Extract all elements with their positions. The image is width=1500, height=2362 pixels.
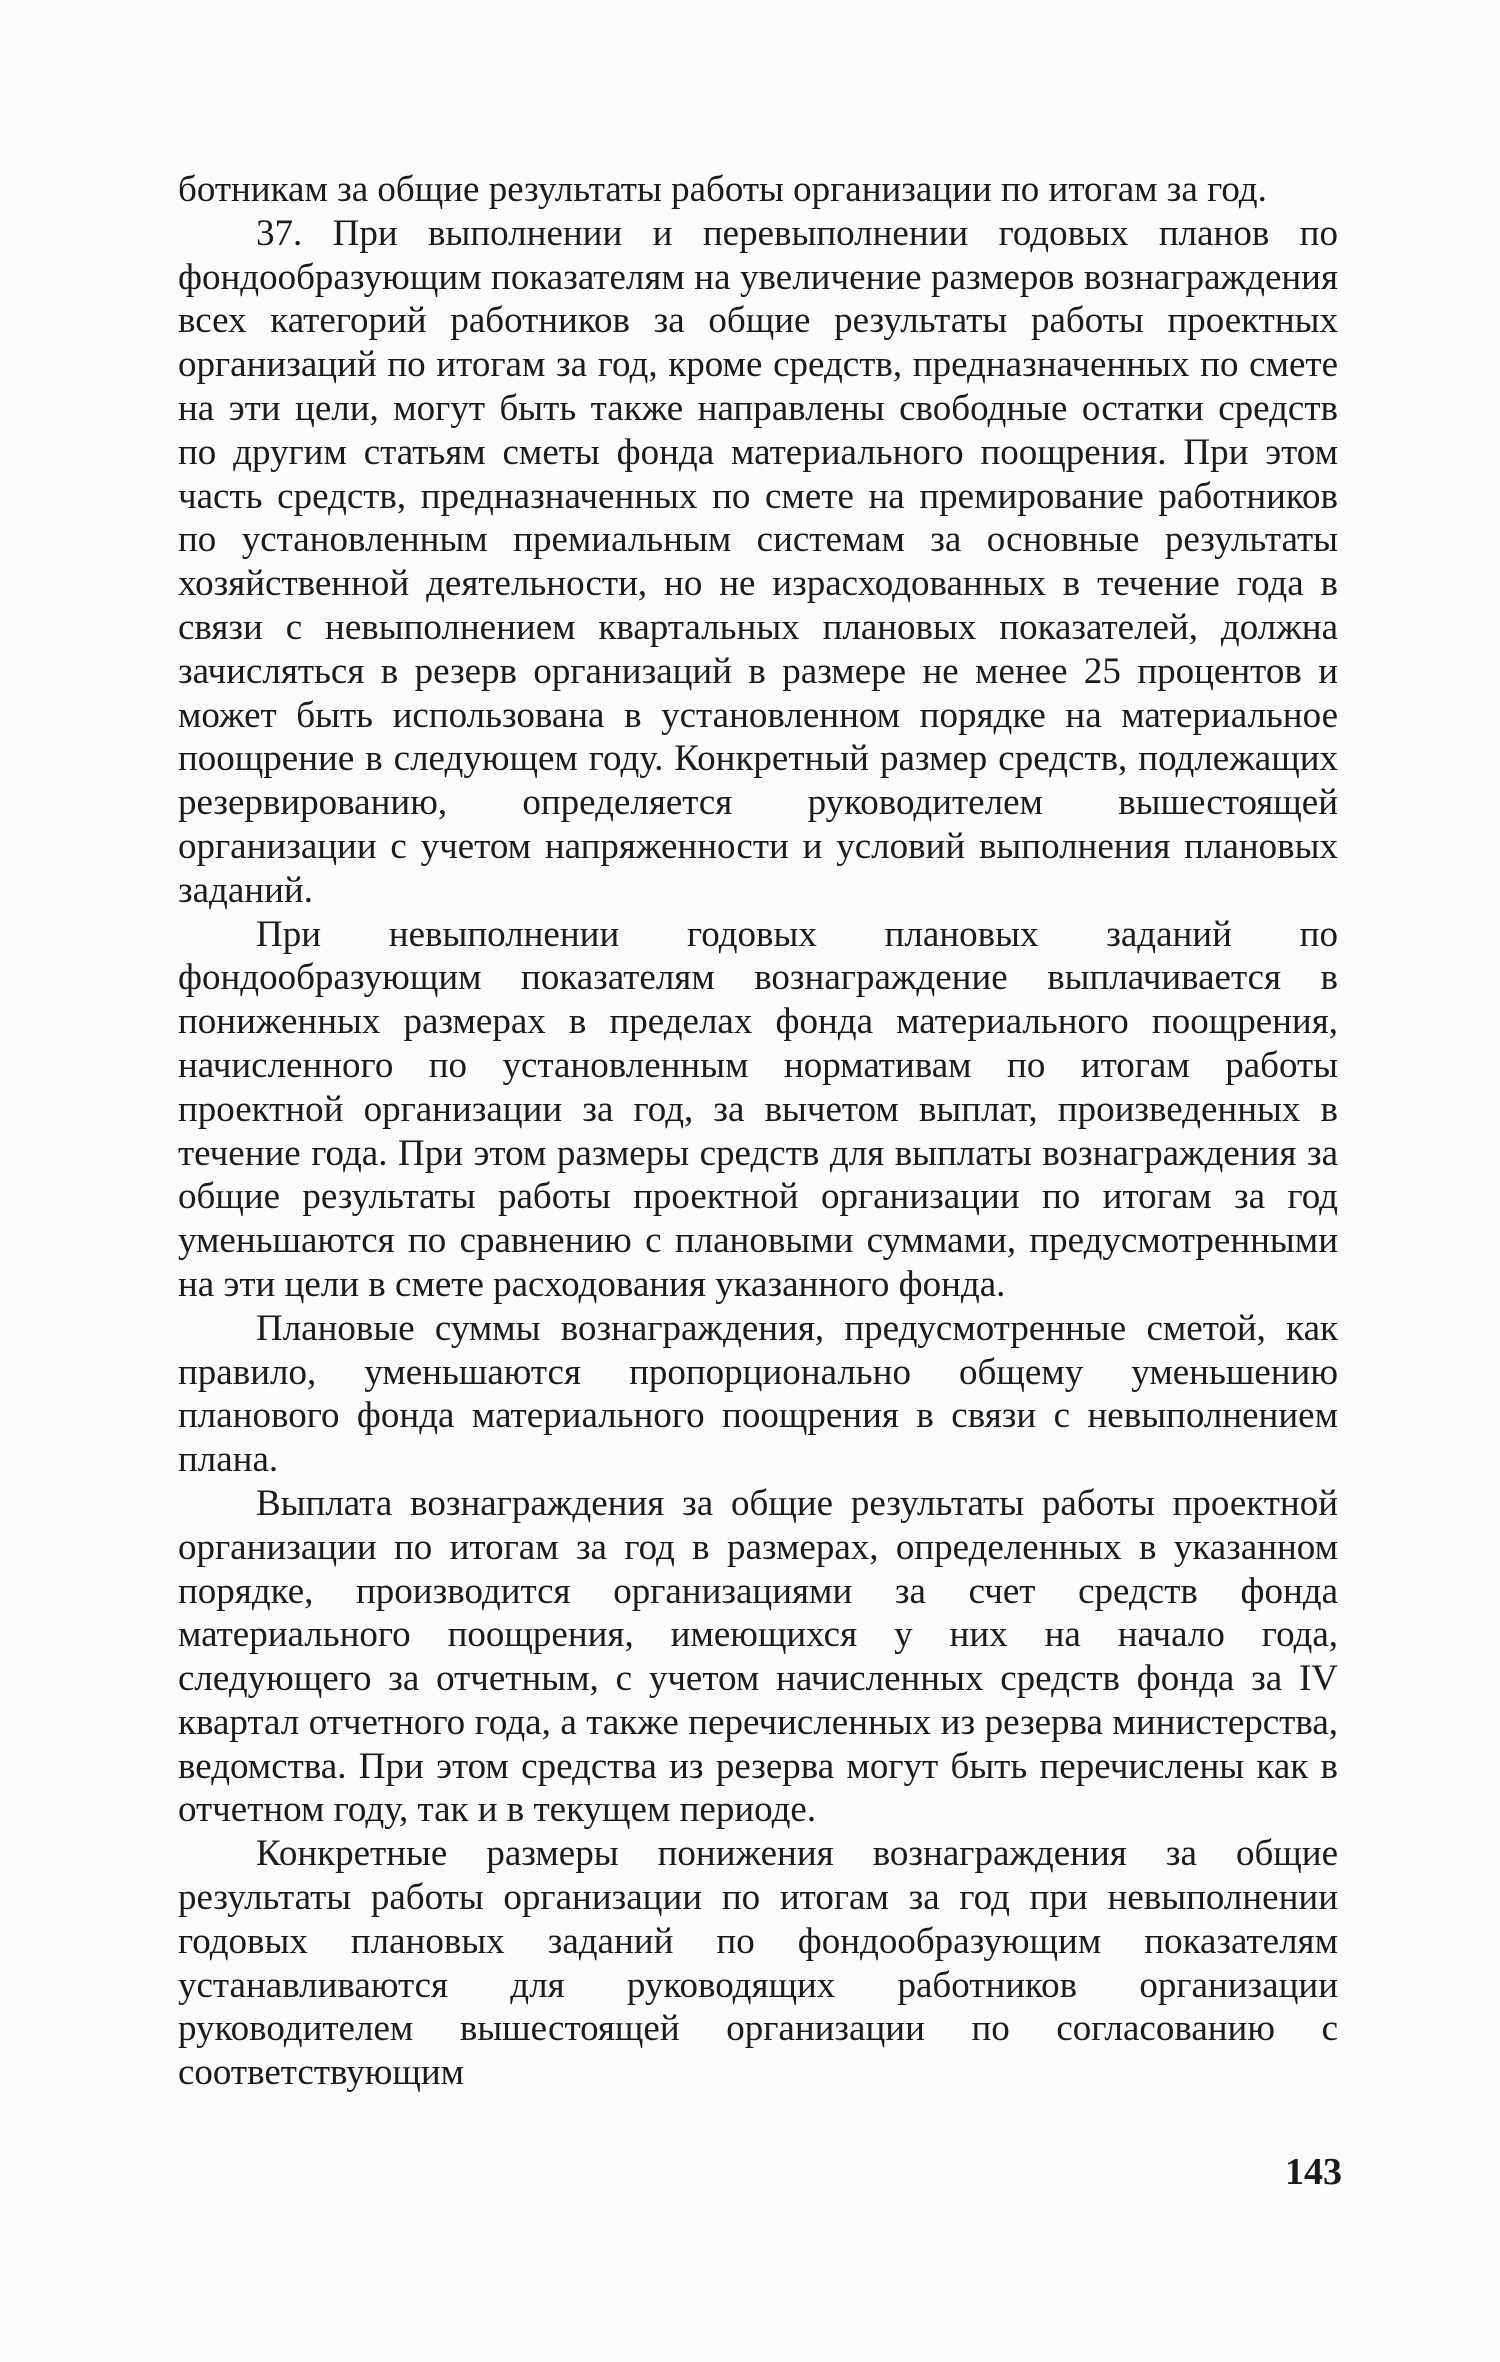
paragraph-specific-amounts: Конкретные размеры понижения вознаграждения за общие результаты работы организации по итогам за год при невыполнении годовых плановых заданий по фондообразующим показателям устанавливаются для руководящих работников организации руководителем вышестоящей организации по согласованию с соответствующим bbox=[178, 1833, 1338, 2094]
page-number: 143 bbox=[1285, 2151, 1342, 2193]
body-text bbox=[178, 168, 1338, 2095]
paragraph-planned-sums: Плановые суммы вознаграждения, предусмотренные сметой, как правило, уменьшаются пропорционально общему уменьшению планового фонда материального поощрения в связи с невыполнением плана. bbox=[178, 1307, 1338, 1481]
paragraph-37: 37. При выполнении и перевыполнении годовых планов по фондообразующим показателям на увеличение размеров вознаграждения всех категорий работников за общие результаты работы проектных организаций по итогам за год, кроме средств, предназначенных по смете на эти цели, могут быть также направлены свободные остатки средств по другим статьям сметы фонда материального поощрения. При этом часть средств, предназначенных по смете на премирование работников по установленным премиальным системам за основные результаты хозяйственной деятельности, но не израсходованных в течение года в связи с невыполнением квартальных плановых показателей, должна зачисляться в резерв организаций в размере не менее 25 процентов и может быть использована в установленном порядке на материальное поощрение в следующем году. Конкретный размер средств, подлежащих резервированию, определяется руководителем вышестоящей организации с учетом напряженности и условий выполнения плановых заданий. bbox=[178, 212, 1338, 911]
paragraph-continuation: ботникам за общие результаты работы организации по итогам за год. bbox=[178, 169, 1267, 210]
paragraph-non-fulfillment: При невыполнении годовых плановых заданий по фондообразующим показателям вознаграждение выплачивается в пониженных размерах в пределах фонда материального поощрения, начисленного по установленным нормативам по итогам работы проектной организации за год, за вычетом выплат, произведенных в течение года. При этом размеры средств для выплаты вознаграждения за общие результаты работы проектной организации по итогам за год уменьшаются по сравнению с плановыми суммами, предусмотренными на эти цели в смете расходования указанного фонда. bbox=[178, 913, 1338, 1305]
paragraph-payment: Выплата вознаграждения за общие результаты работы проектной организации по итогам за год в размерах, определенных в указанном порядке, производится организациями за счет средств фонда материального поощрения, имеющихся у них на начало года, следующего за отчетным, с учетом начисленных средств фонда за IV квартал отчетного года, а также перечисленных из резерва министерства, ведомства. При этом средства из резерва могут быть перечислены как в отчетном году, так и в текущем периоде. bbox=[178, 1482, 1338, 1831]
